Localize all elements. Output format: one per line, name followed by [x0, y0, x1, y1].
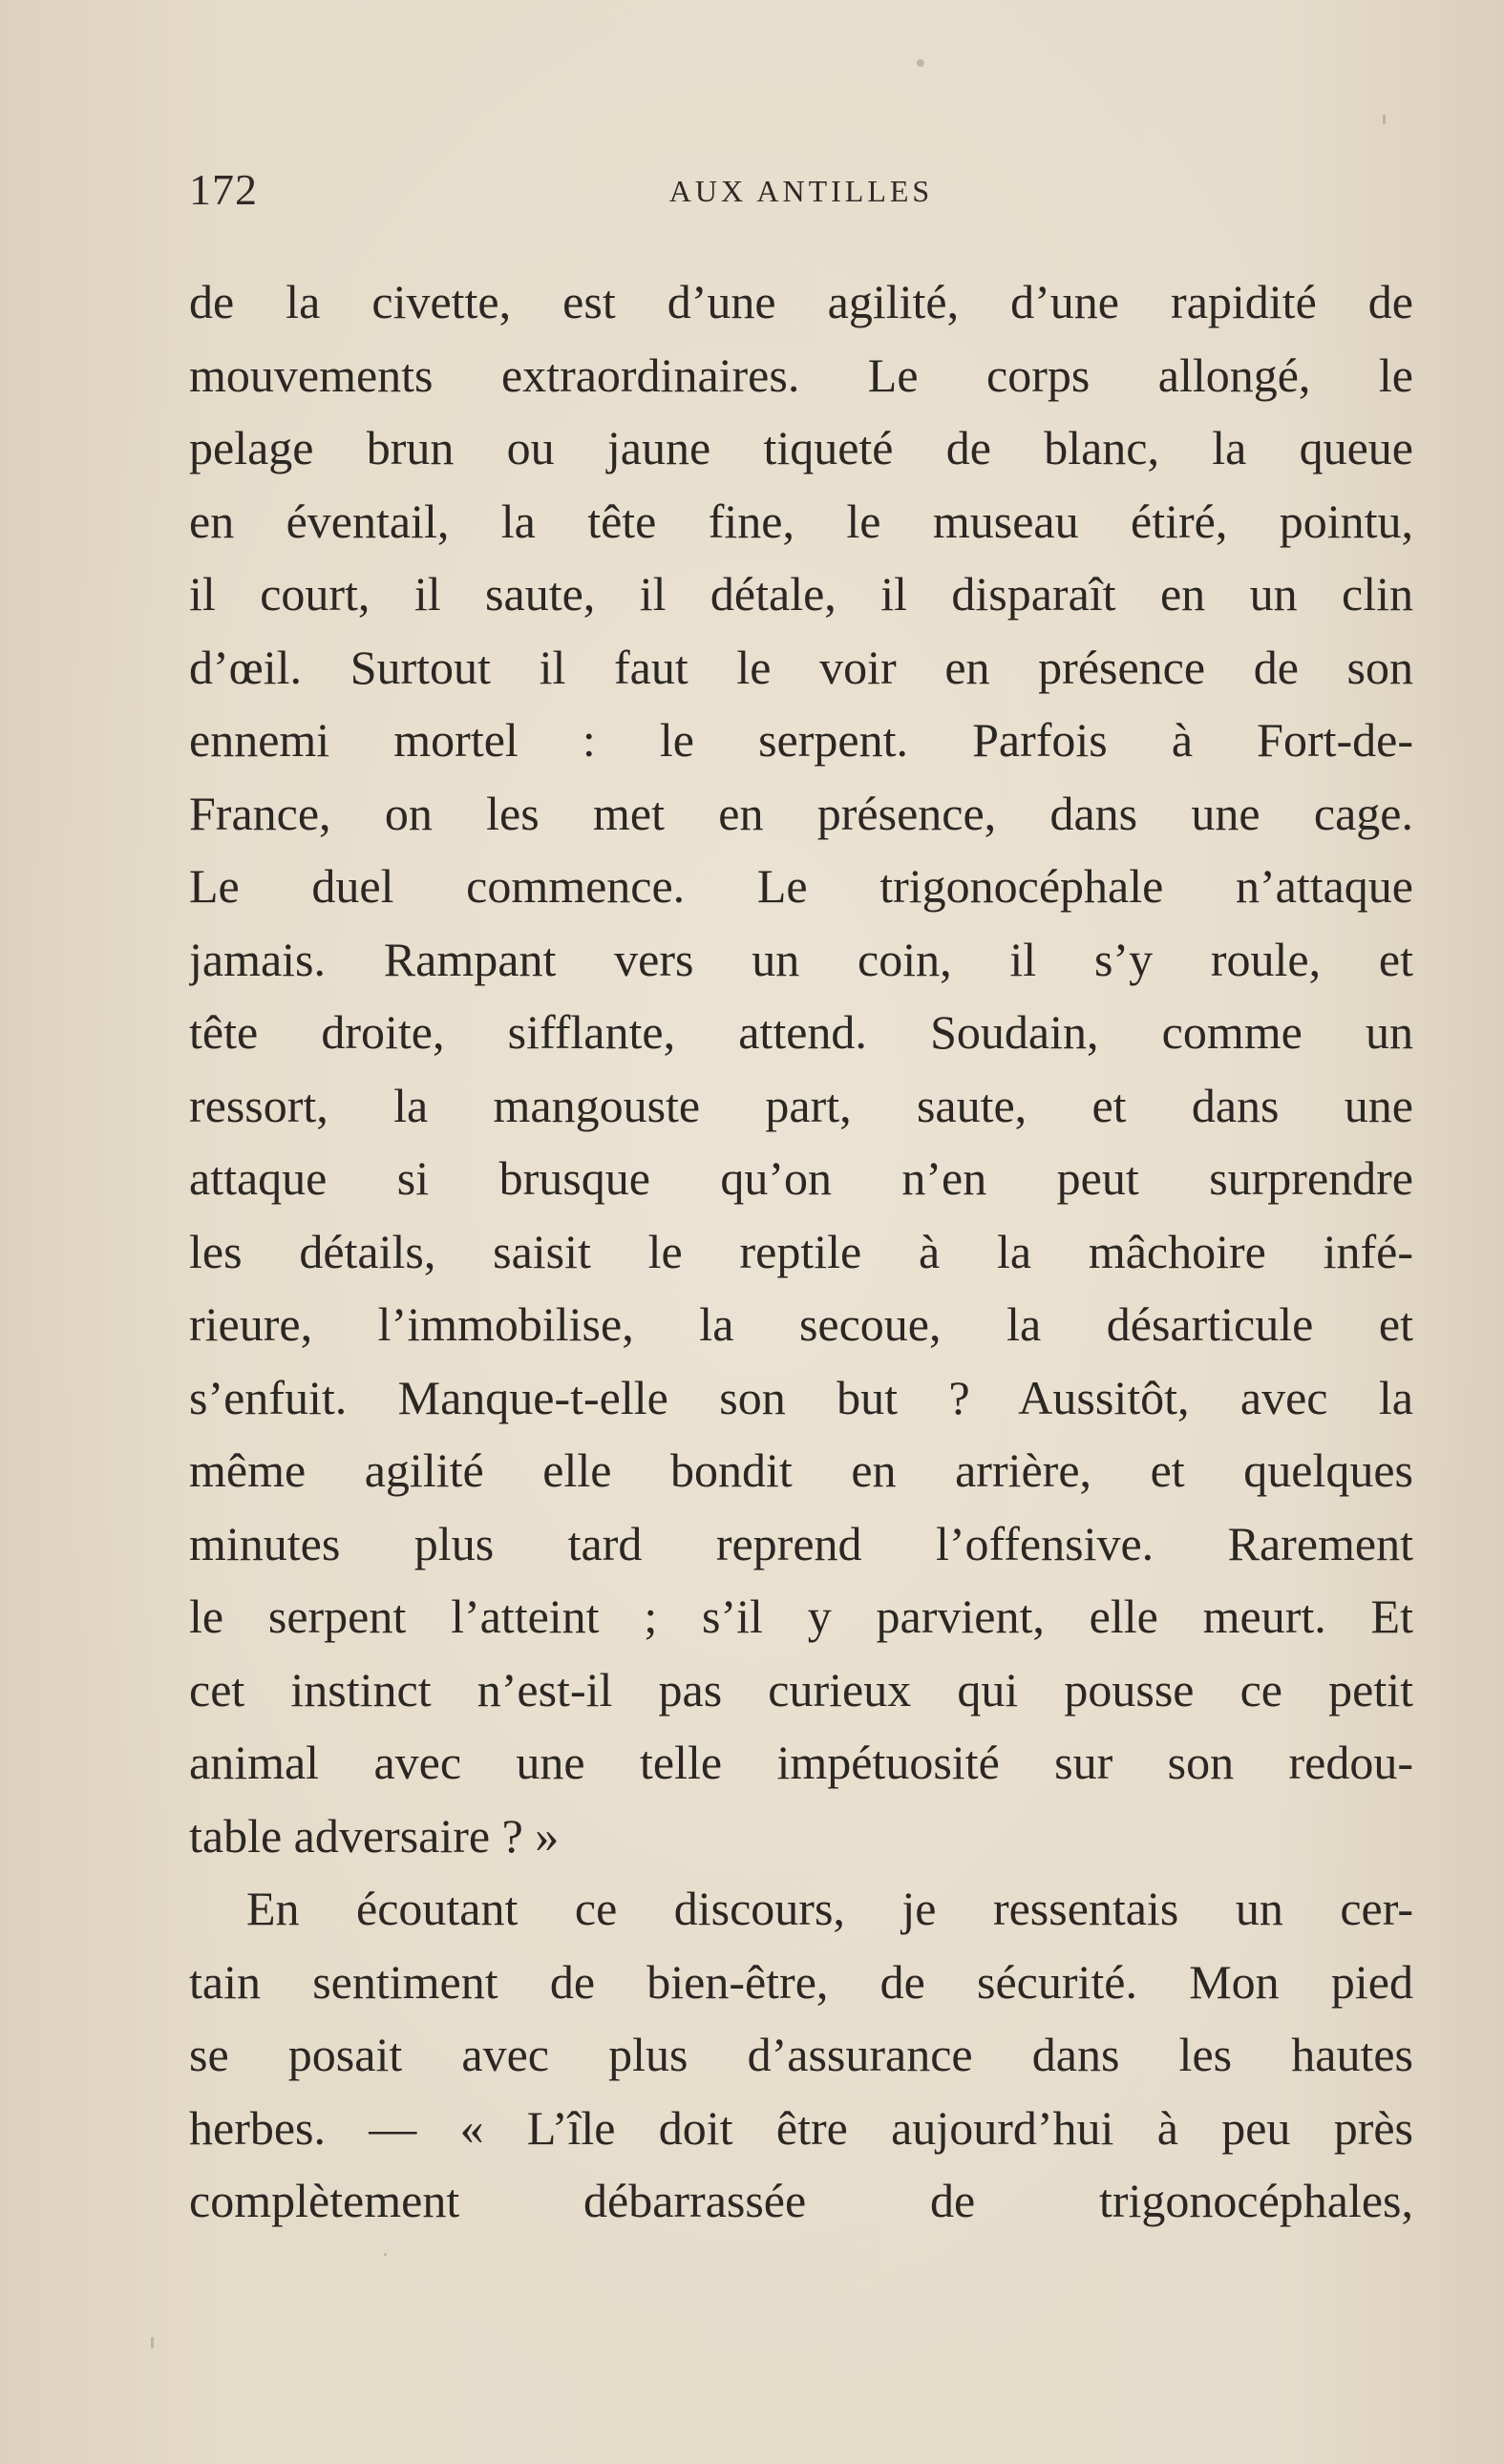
page-number: 172 — [189, 165, 258, 214]
text-line: jamais. Rampant vers un coin, il s’y roule, et — [189, 932, 1413, 986]
paragraph-start-line: En écoutant ce discours, je ressentais un cer- — [246, 1882, 1413, 1935]
text-line: herbes. — « L’île doit être aujourd’hui à peu près — [189, 2100, 1413, 2155]
paper-speck — [151, 2337, 154, 2348]
text-line: ennemi mortel : le serpent. Parfois à Fort-de- — [189, 713, 1413, 767]
text-line: d’œil. Surtout il faut le voir en présence de son — [189, 640, 1413, 694]
text-line: même agilité elle bondit en arrière, et quelques — [189, 1443, 1413, 1497]
text-line: mouvements extraordinaires. Le corps allongé, le — [189, 347, 1413, 402]
text-line: tête droite, sifflante, attend. Soudain, comme un — [189, 1005, 1413, 1059]
text-line: se posait avec plus d’assurance dans les hautes — [189, 2028, 1413, 2081]
paper-speck — [1383, 115, 1386, 124]
paper-speck — [384, 2253, 387, 2256]
text-line: s’enfuit. Manque-t-elle son but ? Aussitôt, avec la — [189, 1370, 1413, 1424]
text-line: rieure, l’immobilise, la secoue, la désarticule et — [189, 1297, 1413, 1351]
page-header — [189, 164, 1413, 221]
text-line: minutes plus tard reprend l’offensive. Rarement — [189, 1516, 1413, 1570]
running-title: AUX ANTILLES — [668, 174, 934, 208]
text-line: animal avec une telle impétuosité sur son redou- — [189, 1736, 1413, 1789]
text-line: cet instinct n’est-il pas curieux qui pousse ce petit — [189, 1662, 1413, 1716]
paper-speck — [917, 59, 924, 67]
text-line: le serpent l’atteint ; s’il y parvient, elle meurt. Et — [189, 1590, 1413, 1643]
text-line: tain sentiment de bien-être, de sécurité. Mon pied — [189, 1954, 1413, 2009]
text-line: attaque si brusque qu’on n’en peut surprendre — [189, 1151, 1413, 1205]
text-line: les détails, saisit le reptile à la mâchoire infé- — [189, 1224, 1413, 1278]
text-line: Le duel commence. Le trigonocéphale n’attaque — [189, 859, 1413, 913]
body-text — [189, 265, 1413, 2238]
text-line: en éventail, la tête fine, le museau étiré, pointu, — [189, 494, 1413, 548]
text-line: complètement débarrassée de trigonocéphales, — [189, 2174, 1413, 2227]
text-line: pelage brun ou jaune tiqueté de blanc, la queue — [189, 421, 1413, 474]
text-line: ressort, la mangouste part, saute, et dans une — [189, 1078, 1413, 1132]
text-line: de la civette, est d’une agilité, d’une rapidité de — [189, 275, 1413, 328]
text-line: France, on les met en présence, dans une cage. — [189, 786, 1413, 840]
paragraph-end-line: table adversaire ? » — [189, 1808, 560, 1863]
text-line: il court, il saute, il détale, il disparaît en un clin — [189, 567, 1413, 621]
